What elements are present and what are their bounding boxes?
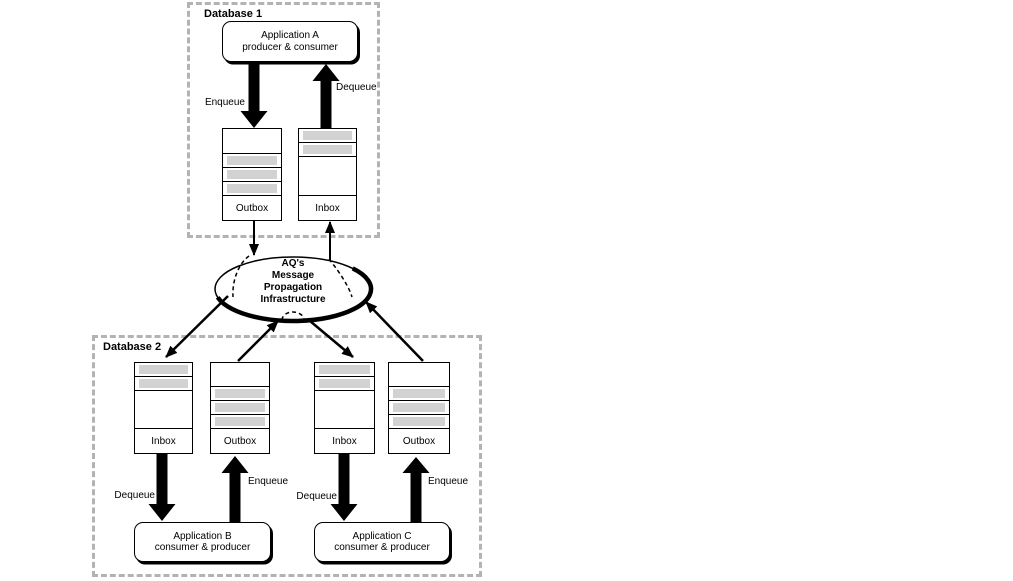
message-bar	[303, 145, 352, 154]
enqueue-label-a: Enqueue	[204, 97, 245, 108]
queue-row	[299, 143, 356, 157]
inbox-c-queue	[314, 362, 375, 454]
infra-to-inbox-b-arrow	[166, 296, 228, 357]
message-bar	[393, 403, 445, 412]
infrastructure-label	[228, 258, 358, 306]
application-b-box	[134, 522, 271, 562]
queue-empty-space	[223, 129, 281, 153]
message-bar	[227, 170, 277, 179]
queue-row	[315, 363, 374, 377]
database1-title: Database 1	[204, 8, 263, 20]
application-c-name: Application C	[352, 530, 412, 542]
infrastructure-line3: Propagation	[263, 282, 323, 293]
application-a-role: producer & consumer	[242, 41, 338, 53]
application-c-box	[314, 522, 450, 562]
message-bar	[393, 389, 445, 398]
message-bar	[139, 365, 188, 374]
application-b-name: Application B	[173, 530, 232, 542]
queue-row	[389, 414, 449, 428]
dequeue-arrow-a	[313, 64, 340, 128]
enqueue-arrow-b	[222, 456, 249, 523]
message-bar	[139, 379, 188, 388]
queue-empty-space	[315, 391, 374, 428]
infra-to-inbox-c-arrow	[310, 321, 353, 357]
infrastructure-line1: AQ's	[281, 258, 305, 269]
inbox-b-label: Inbox	[135, 428, 192, 453]
queue-empty-space	[299, 157, 356, 195]
outbox-b-queue	[210, 362, 270, 454]
message-bar	[215, 403, 265, 412]
enqueue-arrow-a	[241, 61, 268, 128]
queue-row	[223, 153, 281, 167]
enqueue-label-b: Enqueue	[248, 476, 289, 487]
queue-row	[299, 129, 356, 143]
enqueue-arrow-c	[403, 457, 430, 523]
outbox-a-label: Outbox	[223, 195, 281, 220]
queue-row	[315, 377, 374, 391]
inbox-c-label: Inbox	[315, 428, 374, 453]
inbox-a-label: Inbox	[299, 195, 356, 220]
queue-row	[211, 386, 269, 400]
message-bar	[215, 417, 265, 426]
dequeue-label-c: Dequeue	[296, 491, 337, 502]
queue-row	[389, 386, 449, 400]
application-b-role: consumer & producer	[154, 542, 251, 553]
outbox-b-to-infra-arrow	[238, 321, 278, 361]
message-bar	[319, 365, 370, 374]
queue-row	[223, 167, 281, 181]
queue-row	[135, 377, 192, 391]
outbox-a-queue	[222, 128, 282, 221]
queue-empty-space	[389, 363, 449, 386]
queue-empty-space	[135, 391, 192, 428]
enqueue-label-c: Enqueue	[428, 476, 469, 487]
dequeue-label-a: Dequeue	[336, 82, 377, 93]
inbox-a-queue	[298, 128, 357, 221]
application-a-name: Application A	[261, 30, 319, 41]
outbox-b-label: Outbox	[211, 428, 269, 453]
queue-row	[211, 414, 269, 428]
dequeue-arrow-c	[331, 453, 358, 521]
message-bar	[319, 379, 370, 388]
message-bar	[215, 389, 265, 398]
application-c-role: consumer & producer	[334, 542, 430, 553]
dequeue-arrow-b	[149, 453, 176, 521]
dequeue-label-b: Dequeue	[114, 490, 155, 501]
infrastructure-line2: Message	[271, 270, 315, 281]
outbox-c-queue	[388, 362, 450, 454]
message-bar	[303, 131, 352, 140]
database2-title: Database 2	[103, 341, 162, 353]
queue-row	[223, 181, 281, 195]
outbox-c-label: Outbox	[389, 428, 449, 453]
queue-row	[211, 400, 269, 414]
message-bar	[227, 184, 277, 193]
message-bar	[393, 417, 445, 426]
queue-row	[135, 363, 192, 377]
queue-row	[389, 400, 449, 414]
outbox-c-to-infra-arrow	[366, 302, 423, 361]
application-a-box	[222, 21, 358, 62]
queue-empty-space	[211, 363, 269, 386]
message-bar	[227, 156, 277, 165]
infrastructure-line4: Infrastructure	[260, 294, 326, 305]
inbox-b-queue	[134, 362, 193, 454]
